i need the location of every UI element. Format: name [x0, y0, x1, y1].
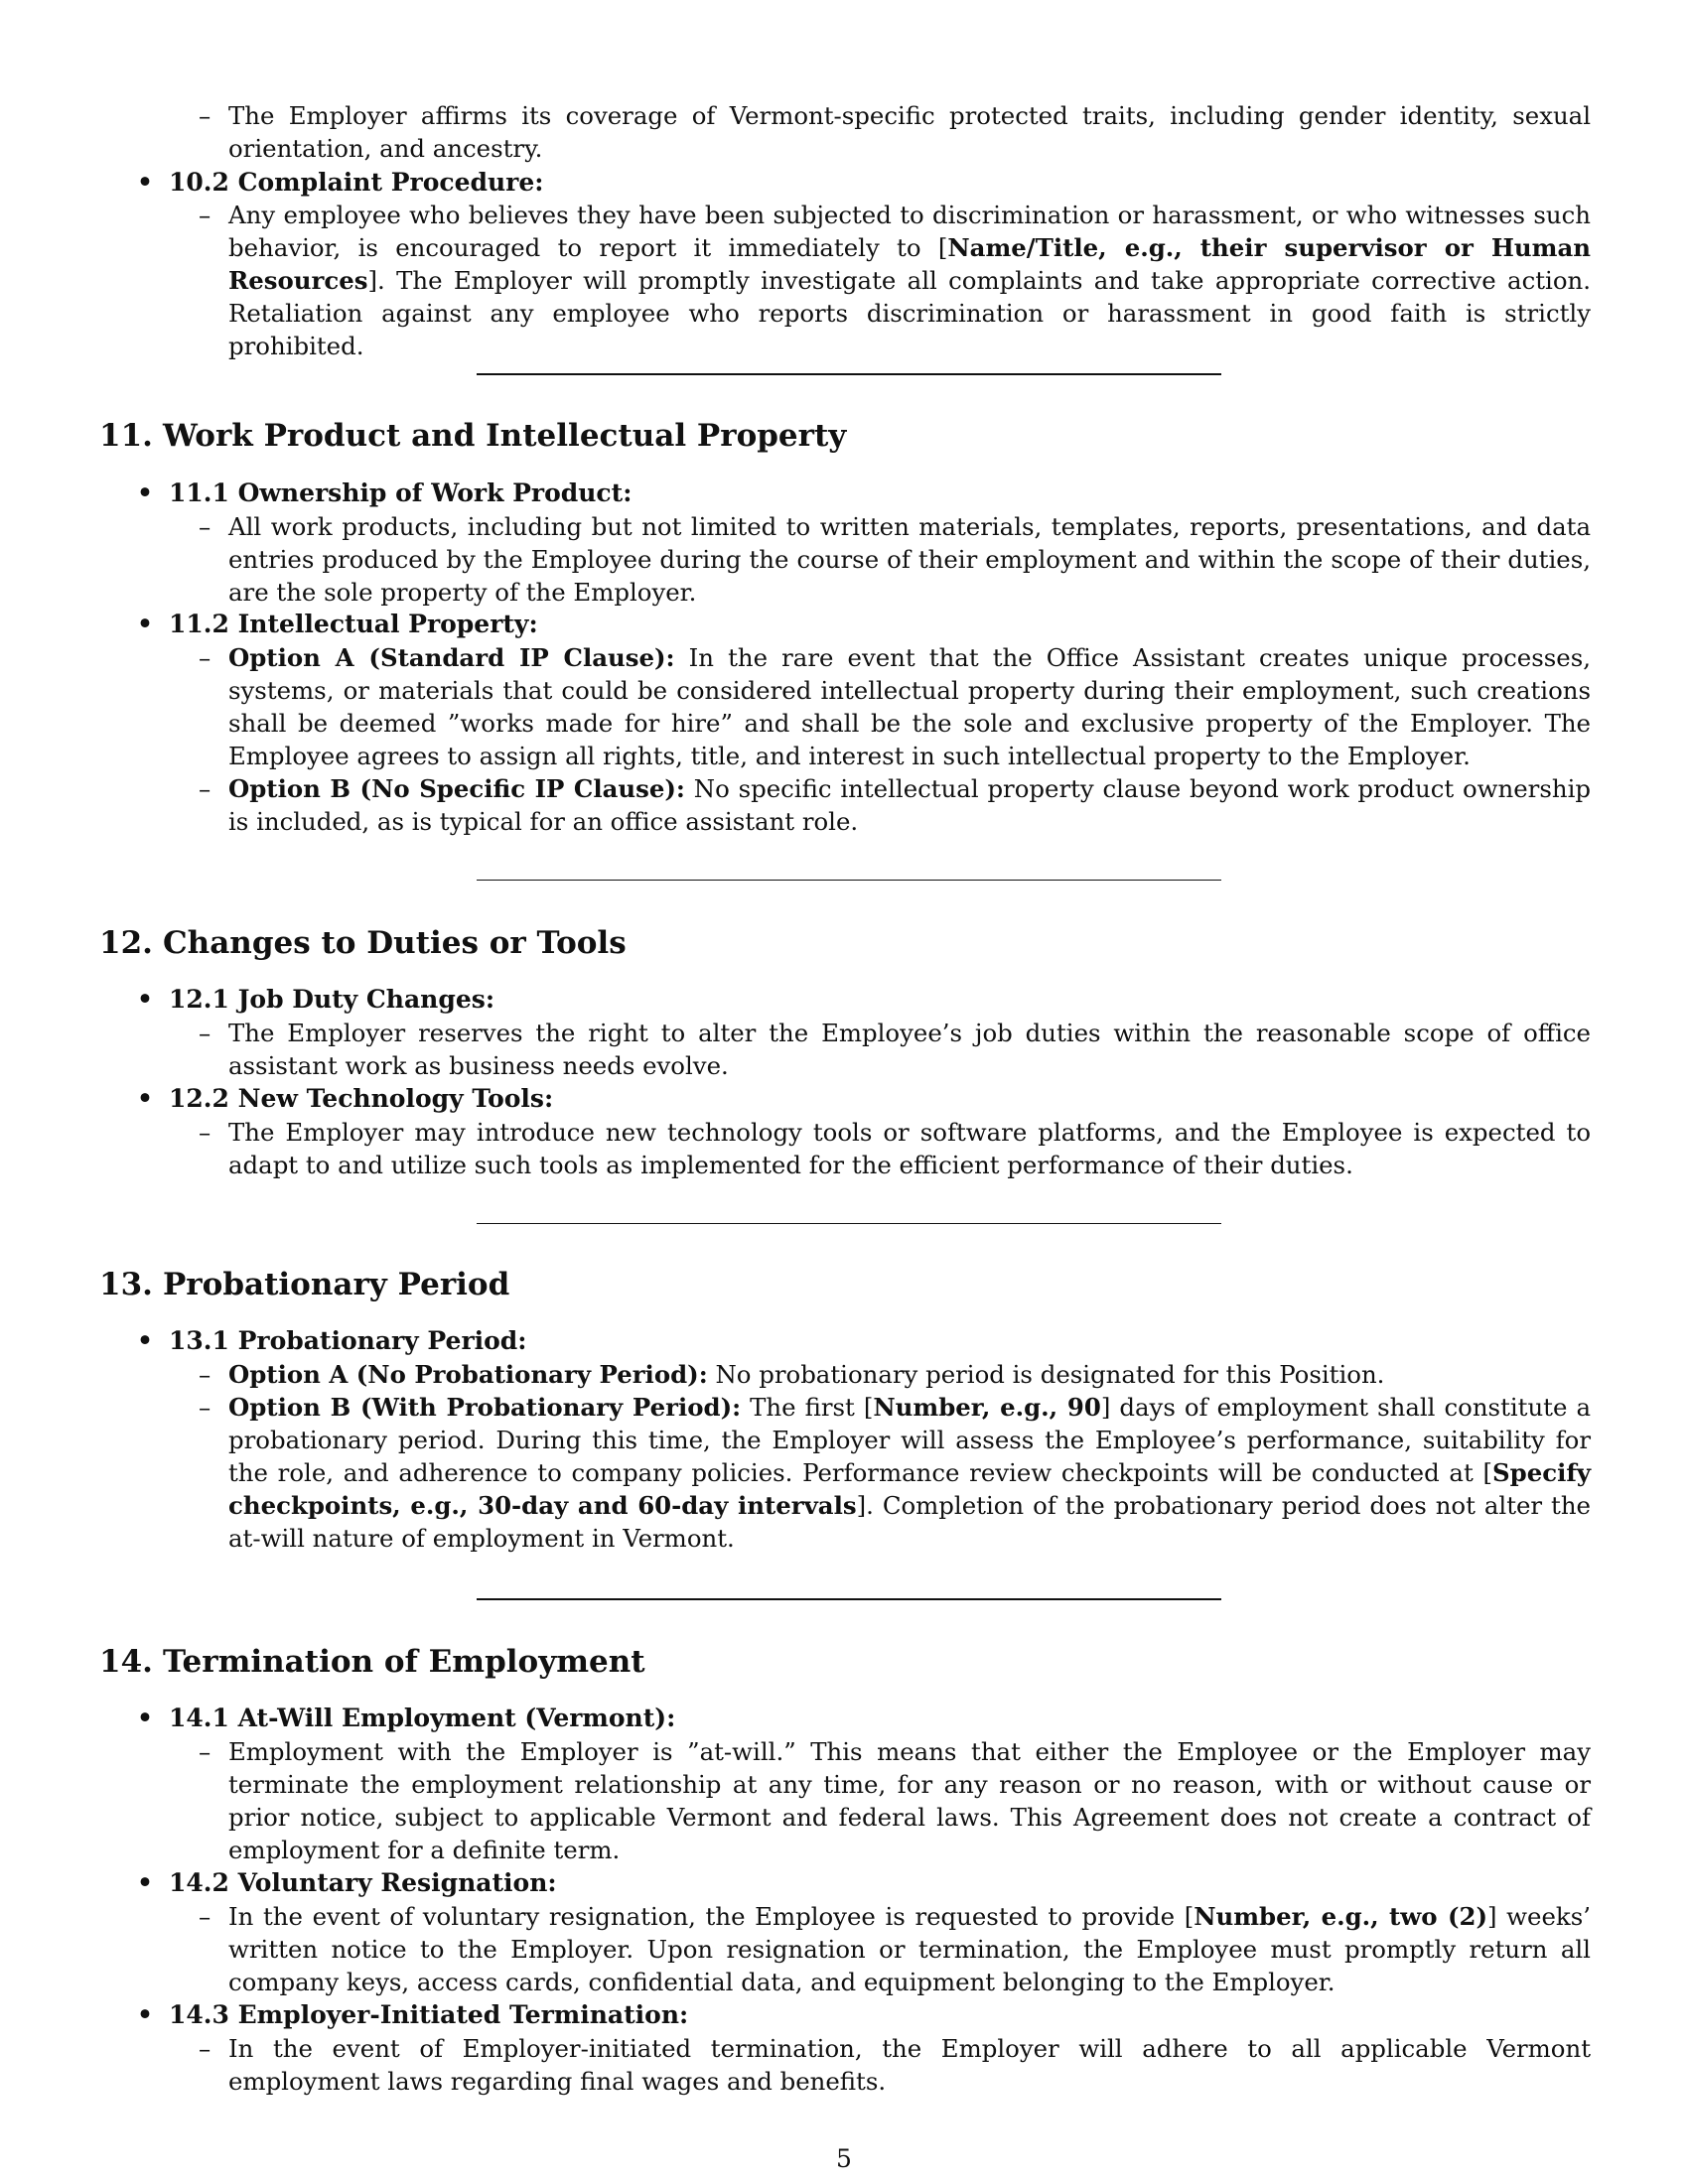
list-item: – Employment with the Employer is ”at-will.” This means that either the Employee or the Employer may terminate the employment relationship at any time, for any reason or no reason, with or without cause or prior notice, subject to applicable Vermont and federal laws. This Agreement does not create a contract of employment for a definite term.: [199, 1737, 1591, 1864]
bullet-icon: •: [137, 2000, 153, 2029]
bullet-icon: •: [137, 1326, 153, 1355]
bullet-icon: •: [137, 478, 153, 507]
list-item: – Option A (Standard IP Clause): In the rare event that the Office Assistant creates unique processes, systems, or materials that could be considered intellectual property during their employment, such creations shall be deemed ”works made for hire” and shall be the sole and exclusive property of the Employer. The Employee agrees to assign all rights, title, and interest in such intellectual property to the Employer.: [199, 643, 1591, 770]
page-number: 5: [836, 2144, 852, 2173]
section-title-12: 12. Changes to Duties or Tools: [99, 925, 627, 961]
section-title-13: 13. Probationary Period: [99, 1267, 510, 1302]
section-divider: [477, 1223, 1221, 1224]
bullet-icon: •: [137, 985, 153, 1014]
list-item: – In the event of voluntary resignation, the Employee is requested to provide [Number, e.g., two (2)] weeks’ written notice to the Employer. Upon resignation or termination, the Employee must promptly return all company keys, access cards, confidential data, and equipment belonging to the Employer.: [199, 1902, 1591, 1996]
bullet-icon: •: [137, 1704, 153, 1732]
list-item: – In the event of Employer-initiated termination, the Employer will adhere to all applicable Vermont employment laws regarding final wages and benefits.: [199, 2034, 1591, 2096]
bullet-icon: •: [137, 610, 153, 638]
list-item: – Any employee who believes they have been subjected to discrimination or harassment, or who witnesses such behavior, is encouraged to report it immediately to [Name/Title, e.g., their supervisor or Human Resources]. The Employer will promptly investigate all complaints and take appropriate corrective action. Retaliation against any employee who reports discrimination or harassment in good faith is strictly prohibited.: [199, 201, 1591, 360]
list-item: – The Employer reserves the right to alter the Employee’s job duties within the reasonable scope of office assistant work as business needs evolve.: [199, 1019, 1591, 1080]
list-item: – Option B (With Probationary Period): The first [Number, e.g., 90] days of employment shall constitute a probationary period. During this time, the Employer will assess the Employee’s performance, suitability for the role, and adherence to company policies. Performance review checkpoints will be conducted at [Specify checkpoints, e.g., 30-day and 60-day intervals]. Completion of the probationary period does not alter the at-will nature of employment in Vermont.: [199, 1393, 1591, 1553]
section-title-14: 14. Termination of Employment: [99, 1644, 645, 1680]
bullet-icon: •: [137, 168, 153, 197]
section-divider: [477, 1598, 1221, 1600]
bullet-icon: •: [137, 1084, 153, 1113]
section-title-11: 11. Work Product and Intellectual Property: [99, 418, 847, 454]
list-item: – All work products, including but not limited to written materials, templates, reports, presentations, and data entries produced by the Employee during the course of their employment and within the scope of their duties, are the sole property of the Employer.: [199, 512, 1591, 607]
list-item: – The Employer may introduce new technology tools or software platforms, and the Employee is expected to adapt to and utilize such tools as implemented for the efficient performance of their duties.: [199, 1118, 1591, 1179]
document-page: – The Employer affirms its coverage of Vermont-specific protected traits, including gender identity, sexual orientation, and ancestry. • 10.2 Complaint Procedure: – Any employee who believes they have been subjected to discrimination or harassment, or who witnesses such behavior, is encouraged to report it immediately to [Name/Title, e.g., their supervisor or Human Resources]. The Employer will promptly investigate all complaints and take appropriate corrective action. Retaliation against any employee who reports discrimination or harassment in good faith is strictly prohibited. 11. Work Product and Intellectual Property • 11.1 Ownership of Work Product: – All work products, including but not limited to written materials, templates, reports, presentations, and data entries produced by the Employee during the course of their employment and within the scope of their duties, are the sole property of the Employer. • 11.2 Intellectual Property: – Option A (Standard IP Clause): In the rare event that the Office Assistant creates unique processes, systems, or materials that could be considered intellectual property during their employment, such creations shall be deemed ”works made for hire” and shall be the sole and exclusive property of the Employer. The Employee agrees to assign all rights, title, and interest in such intellectual property to the Employer. – Option B (No Specific IP Clause): No specific intellectual property clause beyond work product ownership is included, as is typical for an office assistant role. 12. Changes to Duties or Tools • 12.1 Job Duty Changes: – The Employer reserves the right to alter the Employee’s job duties within the reasonable scope of office assistant work as business needs evolve. • 12.2 New Technology Tools: – The Employer may introduce new technology tools or software platforms, and the Employee is expected to adapt to and utilize such tools as implemented for the efficient performance of their duties. 13. Probationary Period • 13.1 Probationary Period: – Option A (No Probationary Period): No probationary period is designated for this Position. – Option B (With Probationary Period): The first [Number, e.g., 90] days of employment shall constitute a probationary period. During this time, the Employer will assess the Employee’s performance, suitability for the role, and adherence to company policies. Performance review checkpoints will be conducted at [Specify checkpoints, e.g., 30-day and 60-day intervals]. Completion of the probationary period does not alter the at-will nature of employment in Vermont. 14. Termination of Employment • 14.1 At-Will Employment (Vermont): – Employment with the Employer is ”at-will.” This means that either the Employee or the Employer may terminate the employment relationship at any time, for any reason or no reason, with or without cause or prior notice, subject to applicable Vermont and federal laws. This Agreement does not create a contract of employment for a definite term. • 14.2 Voluntary Resignation: – In the event of voluntary resignation, the Employee is requested to provide [Number, e.g., two (2)] weeks’ written notice to the Employer. Upon resignation or termination, the Employee must promptly return all company keys, access cards, confidential data, and equipment belonging to the Employer. • 14.3 Employer-Initiated Termination: – In the event of Employer-initiated termination, the Employer will adhere to all applicable Vermont employment laws regarding final wages and benefits. 5: [0, 0, 1688, 2184]
section-divider: [477, 373, 1221, 375]
list-item: – The Employer affirms its coverage of Vermont-specific protected traits, including gender identity, sexual orientation, and ancestry.: [199, 101, 1591, 163]
bullet-icon: •: [137, 1868, 153, 1897]
list-item: – Option A (No Probationary Period): No probationary period is designated for this Position.: [199, 1360, 1385, 1389]
section-divider: [477, 880, 1221, 881]
intro-item-text: The Employer affirms its coverage of Vermont-specific protected traits, including gender identity, sexual orientation, and ancestry.: [228, 101, 1591, 163]
list-item: – Option B (No Specific IP Clause): No specific intellectual property clause beyond work product ownership is included, as is typical for an office assistant role.: [199, 774, 1591, 836]
